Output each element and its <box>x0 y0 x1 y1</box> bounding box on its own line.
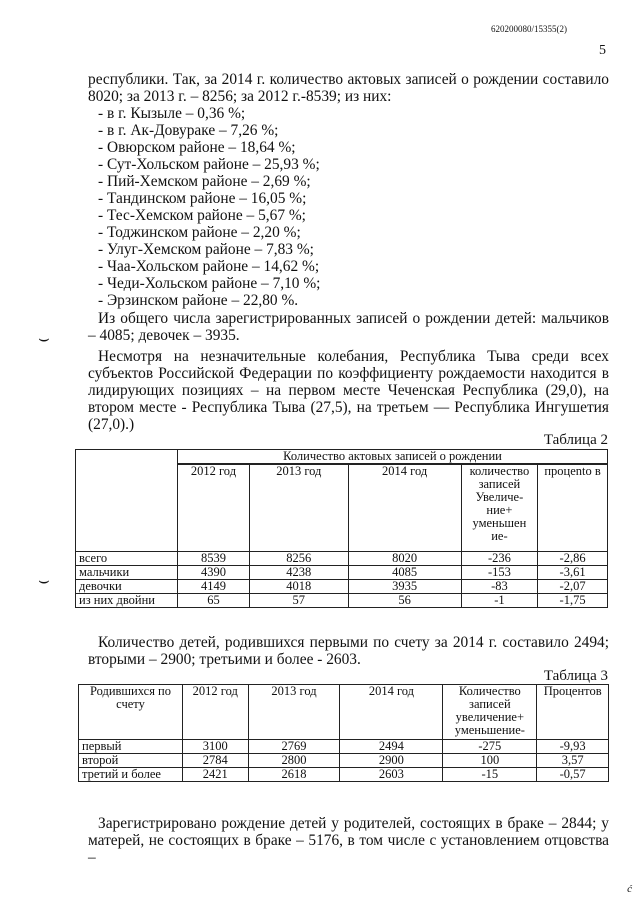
column-header: Количество записей увеличение+ уменьшение- <box>443 685 537 740</box>
column-header: 2013 год <box>249 464 348 552</box>
list-item: - Овюрском районе – 18,64 %; <box>98 139 296 156</box>
list-item: - Пий-Хемском районе – 2,69 %; <box>98 173 311 190</box>
list-item: - Улуг-Хемском районе – 7,83 %; <box>98 241 314 258</box>
column-header: 2012 год <box>177 464 249 552</box>
paragraph-birth-order: Количество детей, родившихся первыми по счету за 2014 г. составило 2494; вторыми – 2900; третьими и более - 2603. <box>88 634 609 668</box>
column-header: Процентов <box>537 685 609 740</box>
list-item: - в г. Кызыле – 0,36 %; <box>98 105 246 122</box>
list-item: - Чаа-Хольском районе – 14,62 %; <box>98 258 320 275</box>
paragraph-intro: республики. Так, за 2014 г. количество актовых записей о рождении составило 8020; за 2013 г. – 8256; за 2012 г.-8539; из них: <box>88 71 609 105</box>
table3-caption: Таблица 3 <box>543 668 608 684</box>
table-row: мальчики 4390 4238 4085 -153 -3,61 <box>76 566 608 580</box>
page-number: 5 <box>599 43 606 58</box>
list-item: - Тоджинском районе – 2,20 %; <box>98 224 301 241</box>
table-corner <box>76 450 178 552</box>
region-list <box>98 105 320 309</box>
list-item: - Сут-Хольском районе – 25,93 %; <box>98 156 320 173</box>
column-header: количество записей Увеличе-ние+ уменьшен ие- <box>461 464 537 552</box>
table-row: из них двойни 65 57 56 -1 -1,75 <box>76 594 608 608</box>
list-item: - Чеди-Хольском районе – 7,10 %; <box>98 275 321 292</box>
table-row: второй 2784 2800 2900 100 3,57 <box>79 754 609 768</box>
document-number: 620200080/15355(2) <box>491 24 567 34</box>
column-header: процento в <box>538 464 608 552</box>
table-row: первый 3100 2769 2494 -275 -9,93 <box>79 740 609 754</box>
table-row: девочки 4149 4018 3935 -83 -2,07 <box>76 580 608 594</box>
list-item: - Тандинском районе – 16,05 %; <box>98 190 307 207</box>
table2-caption: Таблица 2 <box>543 432 608 448</box>
column-header: 2014 год <box>348 464 461 552</box>
column-header: Родившихся по счету <box>79 685 183 740</box>
list-item: - Тес-Хемском районе – 5,67 %; <box>98 207 306 224</box>
handwritten-mark: ⌣ <box>38 570 50 590</box>
table-3 <box>78 684 609 782</box>
table-row: всего 8539 8256 8020 -236 -2,86 <box>76 552 608 566</box>
paragraph-marital: Зарегистрировано рождение детей у родителей, состоящих в браке – 2844; у матерей, не состоящих в браке – 5176, в том числе с установлением отцовства – <box>88 815 609 866</box>
list-item: - Эрзинском районе – 22,80 %. <box>98 292 299 309</box>
paragraph-gender: Из общего числа зарегистрированных записей о рождении детей: мальчиков – 4085; девочек – 3935. <box>88 310 609 344</box>
list-item: - в г. Ак-Довураке – 7,26 %; <box>98 122 279 139</box>
handwritten-mark: ⌣ <box>38 328 50 348</box>
column-header: 2014 год <box>340 685 443 740</box>
column-header: 2013 год <box>248 685 340 740</box>
corner-mark: ć <box>627 883 632 895</box>
table-row: третий и более 2421 2618 2603 -15 -0,57 <box>79 768 609 782</box>
paragraph-ranking: Несмотря на незначительные колебания, Республика Тыва среди всех субъектов Российской Федерации по коэффициенту рождаемости находится в лидирующих позициях – на первом месте Чеченская Республика (29,0), на втором месте - Республика Тыва (27,5), на третьем — Республика Ингушетия (27,0).) <box>88 348 609 433</box>
column-header: 2012 год <box>182 685 248 740</box>
table2-title: Количество актовых записей о рождении <box>177 450 607 465</box>
table-2 <box>75 449 608 608</box>
